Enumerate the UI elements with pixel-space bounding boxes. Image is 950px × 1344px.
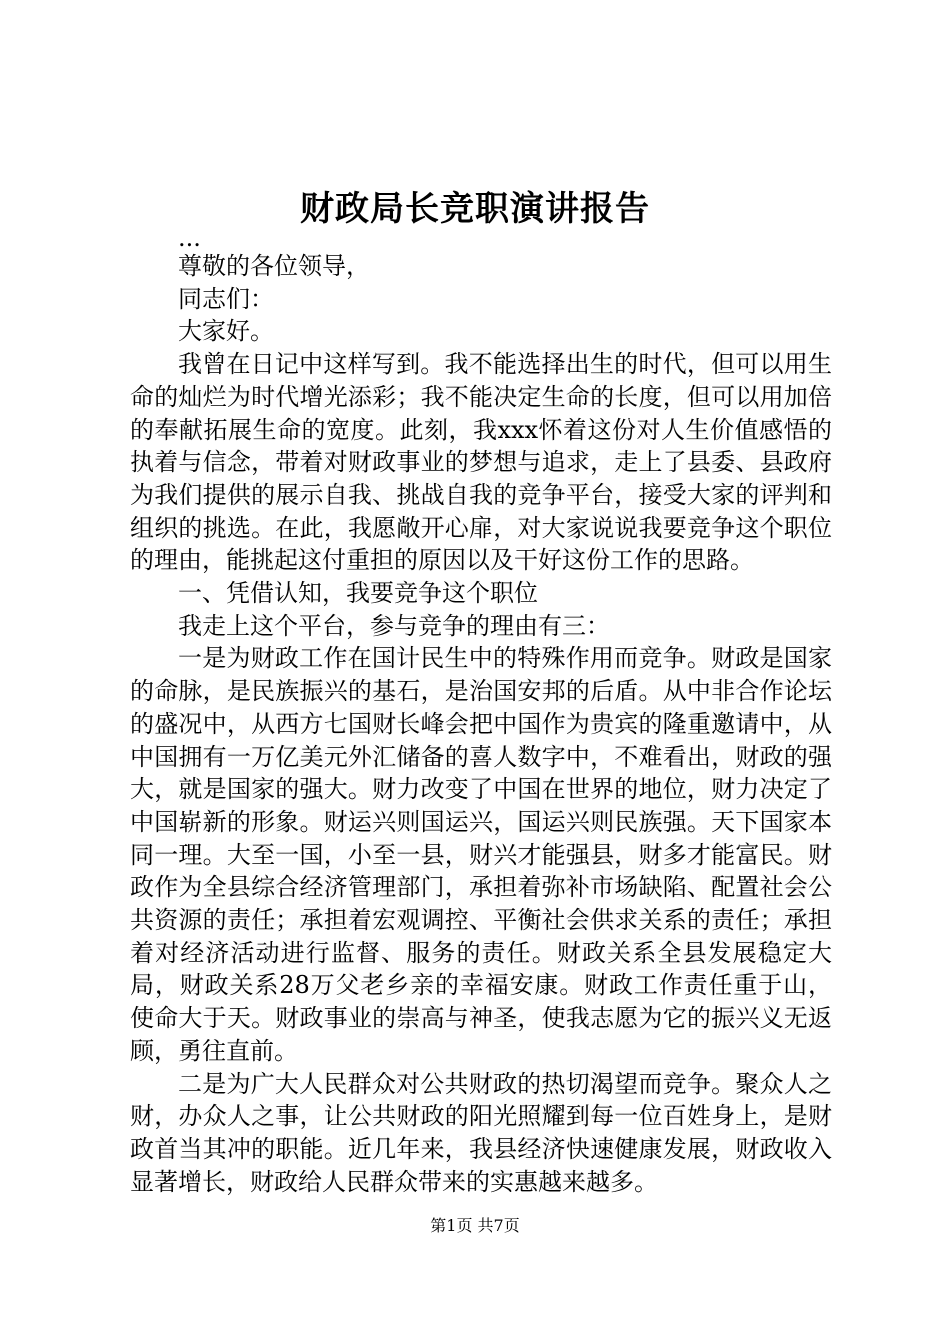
- paragraph-reason-1: 一是为财政工作在国计民生中的特殊作用而竞争。财政是国家的命脉，是民族振兴的基石，是治国安邦的后盾。从中非合作论坛的盛况中，从西方七国财长峰会把中国作为贵宾的隆重邀请中，从中国拥有一万亿美元外汇储备的喜人数字中，不难看出，财政的强大，就是国家的强大。财力改变了中国在世界的地位，财力决定了中国崭新的形象。财运兴则国运兴，国运兴则民族强。天下国家本同一理。大至一国，小至一县，财兴才能强县，财多才能富民。财政作为全县综合经济管理部门，承担着弥补市场缺陷、配置社会公共资源的责任；承担着宏观调控、平衡社会供求关系的责任；承担着对经济活动进行监督、服务的责任。财政关系全县发展稳定大局，财政关系28万父老乡亲的幸福安康。财政工作责任重于山，使命大于天。财政事业的崇高与神圣，使我志愿为它的振兴义无返顾，勇往直前。: [130, 644, 832, 1065]
- paragraph-reason-2: 二是为广大人民群众对公共财政的热切渴望而竞争。聚众人之财，办众人之事，让公共财政的阳光照耀到每一位百姓身上，是财政首当其冲的职能。近几年来，我县经济快速健康发展，财政收入显著增长，财政给人民群众带来的实惠越来越多。: [130, 1069, 832, 1196]
- salutation-comrades: 同志们：: [178, 284, 274, 313]
- section-heading-1: 一、凭借认知，我要竞争这个职位: [178, 579, 538, 608]
- document-body: [130, 224, 832, 1198]
- salutation-leaders: 尊敬的各位领导，: [178, 252, 370, 280]
- paragraph-intro: 我曾在日记中这样写到。我不能选择出生的时代，但可以用生命的灿烂为时代增光添彩；我不能决定生命的长度，但可以用加倍的奉献拓展生命的宽度。此刻，我xxx怀着这份对人生价值感悟的执着与信念，带着对财政事业的梦想与追求，走上了县委、县政府为我们提供的展示自我、挑战自我的竞争平台，接受大家的评判和组织的挑选。在此，我愿敞开心扉，对大家说说我要竞争这个职位的理由，能挑起这付重担的原因以及干好这份工作的思路。: [130, 350, 832, 575]
- document-title: 财政局长竞职演讲报告: [300, 189, 650, 229]
- greeting: 大家好。: [178, 317, 274, 346]
- page-footer: 第1页 共7页: [430, 1216, 520, 1235]
- ellipsis-text: ...: [178, 224, 201, 252]
- paragraph-reasons: 我走上这个平台，参与竞争的理由有三：: [178, 611, 610, 640]
